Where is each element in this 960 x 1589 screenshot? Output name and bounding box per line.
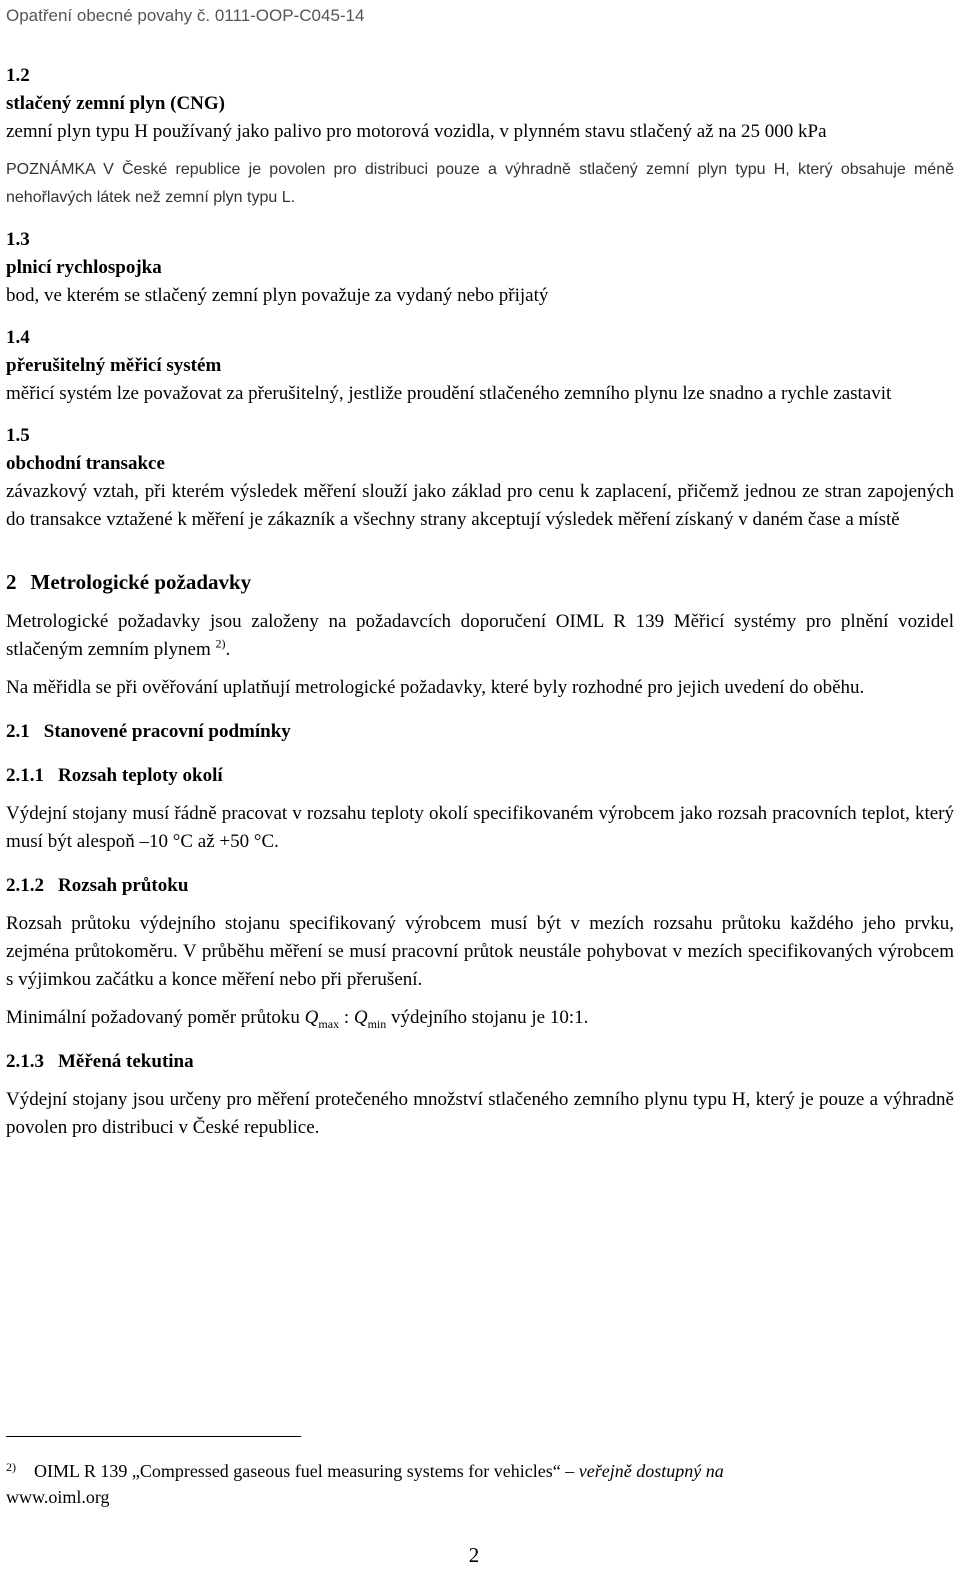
section-2-1-3-heading <box>6 1048 954 1076</box>
q-symbol: Q <box>304 1007 319 1028</box>
section-2-paragraph-1 <box>6 608 954 664</box>
document-body <box>6 62 954 1152</box>
footnote <box>6 1458 944 1510</box>
subscript-max: max <box>318 1016 340 1031</box>
term-1-4 <box>6 324 954 408</box>
section-number: 2.1.2 <box>6 875 44 896</box>
section-number: 2.1.3 <box>6 1051 44 1072</box>
section-2-1-heading <box>6 718 954 746</box>
section-2-1-1-text: Výdejní stojany musí řádně pracovat v rozsahu teploty okolí specifikovaném výrobcem jako rozsah pracovních teplot, který musí být alespoň –10 °C až +50 °C. <box>6 803 954 852</box>
page-header: Opatření obecné povahy č. 0111-OOP-C045-14 <box>6 6 365 25</box>
footnote-text: OIML R 139 „Compressed gaseous fuel measuring systems for vehicles“ – <box>34 1461 579 1481</box>
term-name: obchodní transakce <box>6 453 165 474</box>
section-number: 2.1 <box>6 721 30 742</box>
term-definition: zemní plyn typu H používaný jako palivo pro motorová vozidla, v plynném stavu stlačený až na 25 000 kPa <box>6 121 827 142</box>
term-name: přerušitelný měřicí systém <box>6 355 222 376</box>
term-1-2 <box>6 62 954 212</box>
footnote-separator <box>6 1436 301 1437</box>
term-note: POZNÁMKA V České republice je povolen pro distribuci pouze a výhradně stlačený zemní plyn typu H, který obsahuje méně nehořlavých látek než zemní plyn typu L. <box>6 161 954 206</box>
paragraph-end: . <box>225 639 231 660</box>
section-title: Metrologické požadavky <box>30 570 252 594</box>
section-title: Stanovené pracovní podmínky <box>43 721 291 742</box>
term-1-3 <box>6 226 954 310</box>
ratio-separator: : <box>339 1007 354 1028</box>
footnote-italic: veřejně dostupný na <box>578 1461 724 1481</box>
section-2-1-3-text: Výdejní stojany jsou určeny pro měření protečeného množství stlačeného zemního plynu typu H, který je pouze a výhradně povolen pro distribuci v České republice. <box>6 1089 954 1138</box>
section-title: Rozsah teploty okolí <box>58 765 223 786</box>
footnote-mark: 2) <box>6 1460 16 1474</box>
ratio-suffix: výdejního stojanu je 10:1. <box>386 1007 589 1028</box>
section-number: 2 <box>6 570 17 594</box>
section-number: 2.1.1 <box>6 765 44 786</box>
term-number: 1.5 <box>6 425 30 446</box>
page-number: 2 <box>468 1543 480 1567</box>
term-number: 1.2 <box>6 65 30 86</box>
paragraph-text: Metrologické požadavky jsou založeny na požadavcích doporučení OIML R 139 Měřicí systémy pro plnění vozidel stlačeným zemním plynem <box>6 611 954 660</box>
term-definition: bod, ve kterém se stlačený zemní plyn považuje za vydaný nebo přijatý <box>6 285 549 306</box>
q-symbol: Q <box>353 1007 368 1028</box>
term-definition: měřicí systém lze považovat za přerušitelný, jestliže proudění stlačeného zemního plynu lze snadno a rychle zastavit <box>6 383 892 404</box>
section-2-1-2-text: Rozsah průtoku výdejního stojanu specifikovaný výrobcem musí být v mezích rozsahu průtoku každého jeho prvku, zejména průtokoměru. V průběhu měření se musí pracovní průtok neustále pohybovat v mezích specifikovaných výrobcem s výjimkou začátku a konce měření nebo při přerušení. <box>6 913 954 990</box>
subscript-min: min <box>367 1016 387 1031</box>
term-definition: závazkový vztah, při kterém výsledek měření slouží jako základ pro cenu k zaplacení, přičemž jednou ze stran zapojených do transakce vztažené k měření je zákazník a všechny strany akceptují výsledek měření získaný v daném čase a místě <box>6 481 954 530</box>
term-1-5 <box>6 422 954 534</box>
term-number: 1.4 <box>6 327 30 348</box>
flow-ratio-sentence <box>6 1004 954 1032</box>
footnote-ref: 2) <box>215 636 226 651</box>
section-2-1-1-heading <box>6 762 954 790</box>
term-number: 1.3 <box>6 229 30 250</box>
footnote-link[interactable]: www.oiml.org <box>6 1487 110 1507</box>
term-name: stlačený zemní plyn (CNG) <box>6 93 226 114</box>
section-2-heading <box>6 568 954 596</box>
section-title: Měřená tekutina <box>58 1051 194 1072</box>
section-2-paragraph-2: Na měřidla se při ověřování uplatňují metrologické požadavky, které byly rozhodné pro jejich uvedení do oběhu. <box>6 677 865 698</box>
term-name: plnicí rychlospojka <box>6 257 162 278</box>
section-2-1-2-heading <box>6 872 954 900</box>
section-title: Rozsah průtoku <box>58 875 189 896</box>
ratio-prefix: Minimální požadovaný poměr průtoku <box>6 1007 305 1028</box>
